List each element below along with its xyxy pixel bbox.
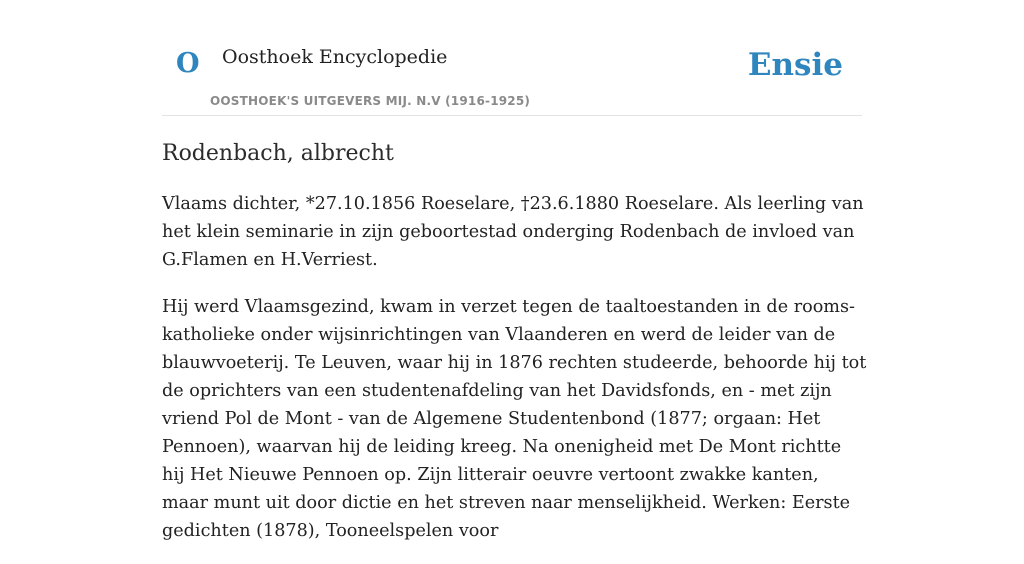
entry-paragraph: Vlaams dichter, *27.10.1856 Roeselare, †23.6.1880 Roeselare. Als leerling van het klein seminarie in zijn geboortestad onderging Rodenbach de invloed van G.Flamen en H.Verriest. <box>162 194 864 270</box>
publisher-subtitle: OOSTHOEK'S UITGEVERS MIJ. N.V (1916-1925) <box>210 94 531 108</box>
site-header <box>162 30 862 116</box>
entry-content <box>162 138 867 564</box>
ensie-brand-link[interactable]: Ensie <box>747 47 843 83</box>
site-title-link[interactable]: Oosthoek Encyclopedie <box>222 46 448 68</box>
entry-paragraph: Hij werd Vlaamsgezind, kwam in verzet tegen de taaltoestanden in de rooms-katholieke onder wijsinrichtingen van Vlaanderen en werd de leider van de blauwvoeterij. Te Leuven, waar hij in 1876 rechten studeerde, behoorde hij tot de oprichters van een studentenafdeling van het Davidsfonds, en - met zijn vriend Pol de Mont - van de Algemene Studentenbond (1877; orgaan: Het Pennoen), waarvan hij de leiding kreeg. Na onenigheid met De Mont richtte hij Het Nieuwe Pennoen op. Zijn litterair oeuvre vertoont zwakke kanten, maar munt uit door dictie en het streven naar menselijkheid. Werken: Eerste gedichten (1878), Tooneelspelen voor <box>162 297 867 541</box>
entry-title: Rodenbach, albrecht <box>162 141 394 166</box>
logo-mark[interactable]: O <box>176 48 200 79</box>
